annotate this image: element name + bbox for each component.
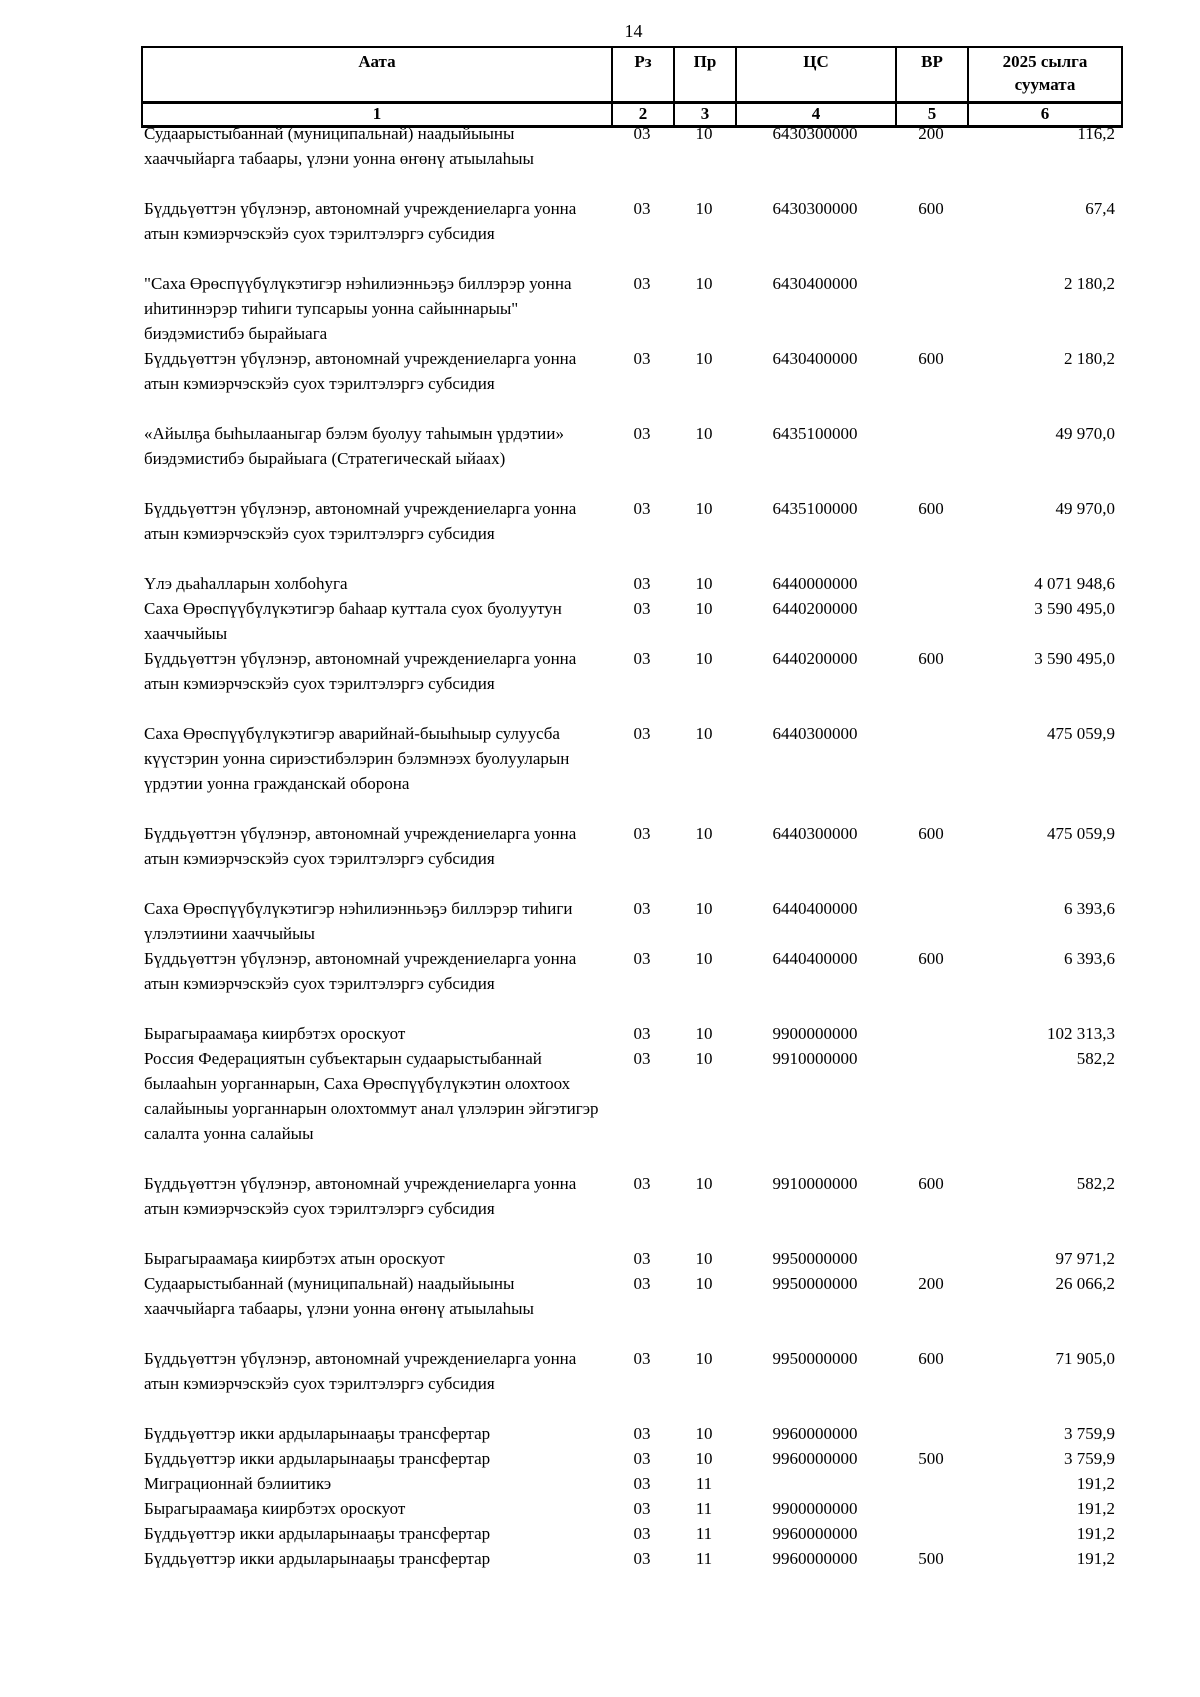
table-row (141, 896, 1121, 946)
table-row (141, 1346, 1121, 1421)
row-rz: 03 (633, 649, 651, 668)
row-vr: 600 (918, 199, 944, 218)
row-cs: 6440300000 (772, 824, 858, 843)
row-amount: 191,2 (1076, 1549, 1115, 1568)
row-cs: 6440000000 (772, 574, 858, 593)
row-amount: 191,2 (1076, 1499, 1115, 1518)
row-pr: 11 (695, 1499, 713, 1518)
row-pr: 10 (695, 599, 713, 618)
header-vr: ВР (896, 47, 968, 103)
row-name: "Саха Өрөспүүбүлүкэтигэр нэһилиэнньэҕэ биллэрэр уонна иһитиннэрэр тиһиги тупсарыы уонна сайыннарыы" биэдэмистибэ бырайыага (144, 274, 572, 343)
row-rz: 03 (633, 124, 651, 143)
row-cs: 6430300000 (772, 124, 858, 143)
table-row (141, 1546, 1121, 1571)
row-amount: 3 590 495,0 (1034, 649, 1115, 668)
row-pr: 10 (695, 574, 713, 593)
row-pr: 10 (695, 424, 713, 443)
row-cs: 9950000000 (772, 1274, 858, 1293)
row-amount: 2 180,2 (1064, 349, 1115, 368)
row-amount: 2 180,2 (1064, 274, 1115, 293)
row-vr (895, 1521, 967, 1546)
row-pr: 10 (695, 899, 713, 918)
row-amount: 475 059,9 (1047, 824, 1115, 843)
row-amount: 97 971,2 (1055, 1249, 1115, 1268)
row-name: Бырагыраамаҕа киирбэтэх ороскуот (144, 1024, 406, 1043)
row-vr: 500 (918, 1549, 944, 1568)
row-rz: 03 (633, 1474, 651, 1493)
row-rz: 03 (633, 1524, 651, 1543)
table-row (141, 1496, 1121, 1521)
row-cs: 6430400000 (772, 349, 858, 368)
row-name: Бүддьүөттэн үбүлэнэр, автономнай учреждениеларга уонна атын кэмиэрчэскэйэ суох тэрилтэлэргэ субсидия (144, 824, 577, 868)
row-pr: 10 (695, 824, 713, 843)
row-amount: 71 905,0 (1055, 1349, 1115, 1368)
table-row (141, 421, 1121, 496)
row-rz: 03 (633, 1499, 651, 1518)
row-name: Саха Өрөспүүбүлүкэтигэр аварийнай-быыһыыр сулуусба күүстэрин уонна сириэстибэлэрин бэлэмнээх буолууларын үрдэтии уонна гражданскай оборона (144, 724, 570, 793)
table-row (141, 646, 1121, 721)
row-name: Бырагыраамаҕа киирбэтэх атын ороскуот (144, 1249, 445, 1268)
row-vr (895, 596, 967, 646)
row-pr: 10 (695, 649, 713, 668)
row-name: Бүддьүөттэн үбүлэнэр, автономнай учреждениеларга уонна атын кэмиэрчэскэйэ суох тэрилтэлэргэ субсидия (144, 1174, 577, 1218)
row-amount: 3 759,9 (1064, 1449, 1115, 1468)
table-row (141, 946, 1121, 1021)
row-vr: 600 (918, 349, 944, 368)
row-cs: 6430300000 (772, 199, 858, 218)
header-pr: Пр (674, 47, 736, 103)
row-vr (895, 1421, 967, 1446)
row-name: Судаарыстыбаннай (муниципальнай) наадыйыыны хааччыйарга табаары, үлэни уонна өҥөнү атыылаһыы (144, 1274, 534, 1318)
row-rz: 03 (633, 724, 651, 743)
header-num-1: 1 (142, 103, 612, 127)
row-vr: 200 (918, 124, 944, 143)
row-cs: 9950000000 (772, 1249, 858, 1268)
row-name: Бүддьүөттэн үбүлэнэр, автономнай учреждениеларга уонна атын кэмиэрчэскэйэ суох тэрилтэлэргэ субсидия (144, 499, 577, 543)
table-row (141, 1471, 1121, 1496)
row-cs: 9900000000 (772, 1499, 858, 1518)
row-cs: 6440300000 (772, 724, 858, 743)
table-row (141, 1171, 1121, 1246)
header-sum: 2025 сылга суумата (968, 47, 1122, 103)
row-rz: 03 (633, 199, 651, 218)
row-amount: 191,2 (1076, 1474, 1115, 1493)
row-vr: 600 (918, 499, 944, 518)
row-amount: 116,2 (1077, 124, 1115, 143)
row-cs: 9910000000 (772, 1174, 858, 1193)
row-amount: 49 970,0 (1055, 424, 1115, 443)
row-pr: 10 (695, 1249, 713, 1268)
row-pr: 10 (695, 1274, 713, 1293)
row-amount: 475 059,9 (1047, 724, 1115, 743)
header-num-3: 3 (674, 103, 736, 127)
table-row (141, 1271, 1121, 1346)
row-pr: 10 (695, 949, 713, 968)
row-pr: 10 (695, 1024, 713, 1043)
row-cs: 9950000000 (772, 1349, 858, 1368)
row-rz: 03 (633, 1049, 651, 1068)
header-num-6: 6 (968, 103, 1122, 127)
row-rz: 03 (633, 1424, 651, 1443)
row-vr: 500 (918, 1449, 944, 1468)
row-pr: 11 (695, 1549, 713, 1568)
row-pr: 10 (695, 1449, 713, 1468)
table-row (141, 1246, 1121, 1271)
table-row (141, 1421, 1121, 1446)
table-row (141, 196, 1121, 271)
row-pr: 10 (695, 1174, 713, 1193)
row-rz: 03 (633, 599, 651, 618)
row-cs: 6440200000 (772, 649, 858, 668)
row-amount: 67,4 (1085, 199, 1115, 218)
row-amount: 4 071 948,6 (1034, 574, 1115, 593)
row-cs: 9960000000 (772, 1424, 858, 1443)
row-rz: 03 (633, 1549, 651, 1568)
row-vr (895, 1021, 967, 1046)
row-name: Саха Өрөспүүбүлүкэтигэр нэһилиэнньэҕэ биллэрэр тиһиги үлэлэтиини хааччыйыы (144, 899, 573, 943)
row-vr: 600 (918, 824, 944, 843)
row-name: Бүддьүөттэр икки ардыларынааҕы трансфертар (144, 1424, 491, 1443)
row-vr: 600 (918, 949, 944, 968)
row-pr: 10 (695, 499, 713, 518)
row-vr: 600 (918, 1174, 944, 1193)
row-pr: 10 (695, 199, 713, 218)
row-rz: 03 (633, 1349, 651, 1368)
row-name: Бүддьүөттэр икки ардыларынааҕы трансфертар (144, 1524, 491, 1543)
row-amount: 3 590 495,0 (1034, 599, 1115, 618)
row-rz: 03 (633, 1024, 651, 1043)
table-row (141, 571, 1121, 596)
row-cs: 6435100000 (772, 424, 858, 443)
table-row (141, 346, 1121, 421)
row-pr: 11 (695, 1474, 713, 1493)
row-rz: 03 (633, 1274, 651, 1293)
row-rz: 03 (633, 1449, 651, 1468)
row-cs: 9900000000 (772, 1024, 858, 1043)
row-name: Судаарыстыбаннай (муниципальнай) наадыйыыны хааччыйарга табаары, үлэни уонна өҥөнү атыылаһыы (144, 124, 534, 168)
row-cs: 9960000000 (772, 1524, 858, 1543)
row-pr: 10 (695, 1349, 713, 1368)
row-amount: 582,2 (1076, 1174, 1115, 1193)
row-pr: 10 (695, 124, 713, 143)
row-name: Бүддьүөттэн үбүлэнэр, автономнай учреждениеларга уонна атын кэмиэрчэскэйэ суох тэрилтэлэргэ субсидия (144, 349, 577, 393)
row-cs (735, 1471, 895, 1496)
row-vr (895, 571, 967, 596)
row-name: Бүддьүөттэр икки ардыларынааҕы трансфертар (144, 1449, 491, 1468)
row-name: Россия Федерациятын субъектарын судаарыстыбаннай былааһын уорганнарын, Саха Өрөспүүбүлүкэтин олохтоох салайыныы уорганнарын олохтоммут анал үлэлэрин эйгэтигэр салалта уонна салайыы (144, 1049, 599, 1143)
row-amount: 191,2 (1076, 1524, 1115, 1543)
row-amount: 49 970,0 (1055, 499, 1115, 518)
row-rz: 03 (633, 899, 651, 918)
row-name: Саха Өрөспүүбүлүкэтигэр баһаар куттала суох буолуутун хааччыйыы (144, 599, 562, 643)
row-pr: 10 (695, 274, 713, 293)
row-cs: 6435100000 (772, 499, 858, 518)
table-row (141, 1046, 1121, 1171)
row-vr (895, 1246, 967, 1271)
row-pr: 10 (695, 349, 713, 368)
row-vr (895, 1046, 967, 1171)
row-pr: 10 (695, 724, 713, 743)
row-cs: 6440400000 (772, 949, 858, 968)
row-rz: 03 (633, 1174, 651, 1193)
table-row (141, 271, 1121, 346)
row-pr: 10 (695, 1049, 713, 1068)
table-row (141, 1446, 1121, 1471)
row-cs: 9910000000 (772, 1049, 858, 1068)
row-name: Бырагыраамаҕа киирбэтэх ороскуот (144, 1499, 406, 1518)
row-vr (895, 271, 967, 346)
header-num-2: 2 (612, 103, 674, 127)
table-row (141, 1521, 1121, 1546)
row-rz: 03 (633, 274, 651, 293)
row-name: «Айылҕа быһылааныгар бэлэм буолуу таһымын үрдэтии» биэдэмистибэ бырайыага (Стратегическай ыйаах) (144, 424, 564, 468)
row-amount: 582,2 (1076, 1049, 1115, 1068)
table-row (141, 121, 1121, 196)
row-vr (895, 421, 967, 496)
page-number: 14 (624, 21, 643, 41)
row-rz: 03 (633, 949, 651, 968)
header-num-4: 4 (736, 103, 896, 127)
row-name: Бүддьүөттэр икки ардыларынааҕы трансфертар (144, 1549, 491, 1568)
table-row (141, 1021, 1121, 1046)
row-name: Бүддьүөттэн үбүлэнэр, автономнай учреждениеларга уонна атын кэмиэрчэскэйэ суох тэрилтэлэргэ субсидия (144, 949, 577, 993)
row-cs: 9960000000 (772, 1449, 858, 1468)
header-num-5: 5 (896, 103, 968, 127)
row-cs: 6440200000 (772, 599, 858, 618)
header-rz: Рз (612, 47, 674, 103)
row-vr: 600 (918, 649, 944, 668)
row-vr (895, 1496, 967, 1521)
row-pr: 11 (695, 1524, 713, 1543)
row-cs: 6440400000 (772, 899, 858, 918)
row-name: Үлэ дьаһалларын холбоһуга (144, 574, 348, 593)
row-name: Бүддьүөттэн үбүлэнэр, автономнай учреждениеларга уонна атын кэмиэрчэскэйэ суох тэрилтэлэргэ субсидия (144, 649, 577, 693)
row-vr: 200 (918, 1274, 944, 1293)
row-rz: 03 (633, 574, 651, 593)
table-body (141, 121, 1121, 1571)
row-pr: 10 (695, 1424, 713, 1443)
row-vr (895, 896, 967, 946)
row-cs: 9960000000 (772, 1549, 858, 1568)
row-amount: 3 759,9 (1064, 1424, 1115, 1443)
row-rz: 03 (633, 824, 651, 843)
row-rz: 03 (633, 424, 651, 443)
row-cs: 6430400000 (772, 274, 858, 293)
row-vr (895, 721, 967, 821)
row-rz: 03 (633, 349, 651, 368)
row-amount: 6 393,6 (1064, 949, 1115, 968)
header-cs: ЦС (736, 47, 896, 103)
table-row (141, 496, 1121, 571)
table-row (141, 821, 1121, 896)
row-amount: 26 066,2 (1055, 1274, 1115, 1293)
row-name: Бүддьүөттэн үбүлэнэр, автономнай учреждениеларга уонна атын кэмиэрчэскэйэ суох тэрилтэлэргэ субсидия (144, 1349, 577, 1393)
row-name: Миграционнай бэлиитикэ (144, 1474, 332, 1493)
row-vr: 600 (918, 1349, 944, 1368)
row-rz: 03 (633, 1249, 651, 1268)
table-row (141, 596, 1121, 646)
table-header (141, 46, 1123, 128)
row-name: Бүддьүөттэн үбүлэнэр, автономнай учреждениеларга уонна атын кэмиэрчэскэйэ суох тэрилтэлэргэ субсидия (144, 199, 577, 243)
row-vr (895, 1471, 967, 1496)
header-name: Аата (142, 47, 612, 103)
row-amount: 6 393,6 (1064, 899, 1115, 918)
row-amount: 102 313,3 (1047, 1024, 1115, 1043)
table-row (141, 721, 1121, 821)
row-rz: 03 (633, 499, 651, 518)
